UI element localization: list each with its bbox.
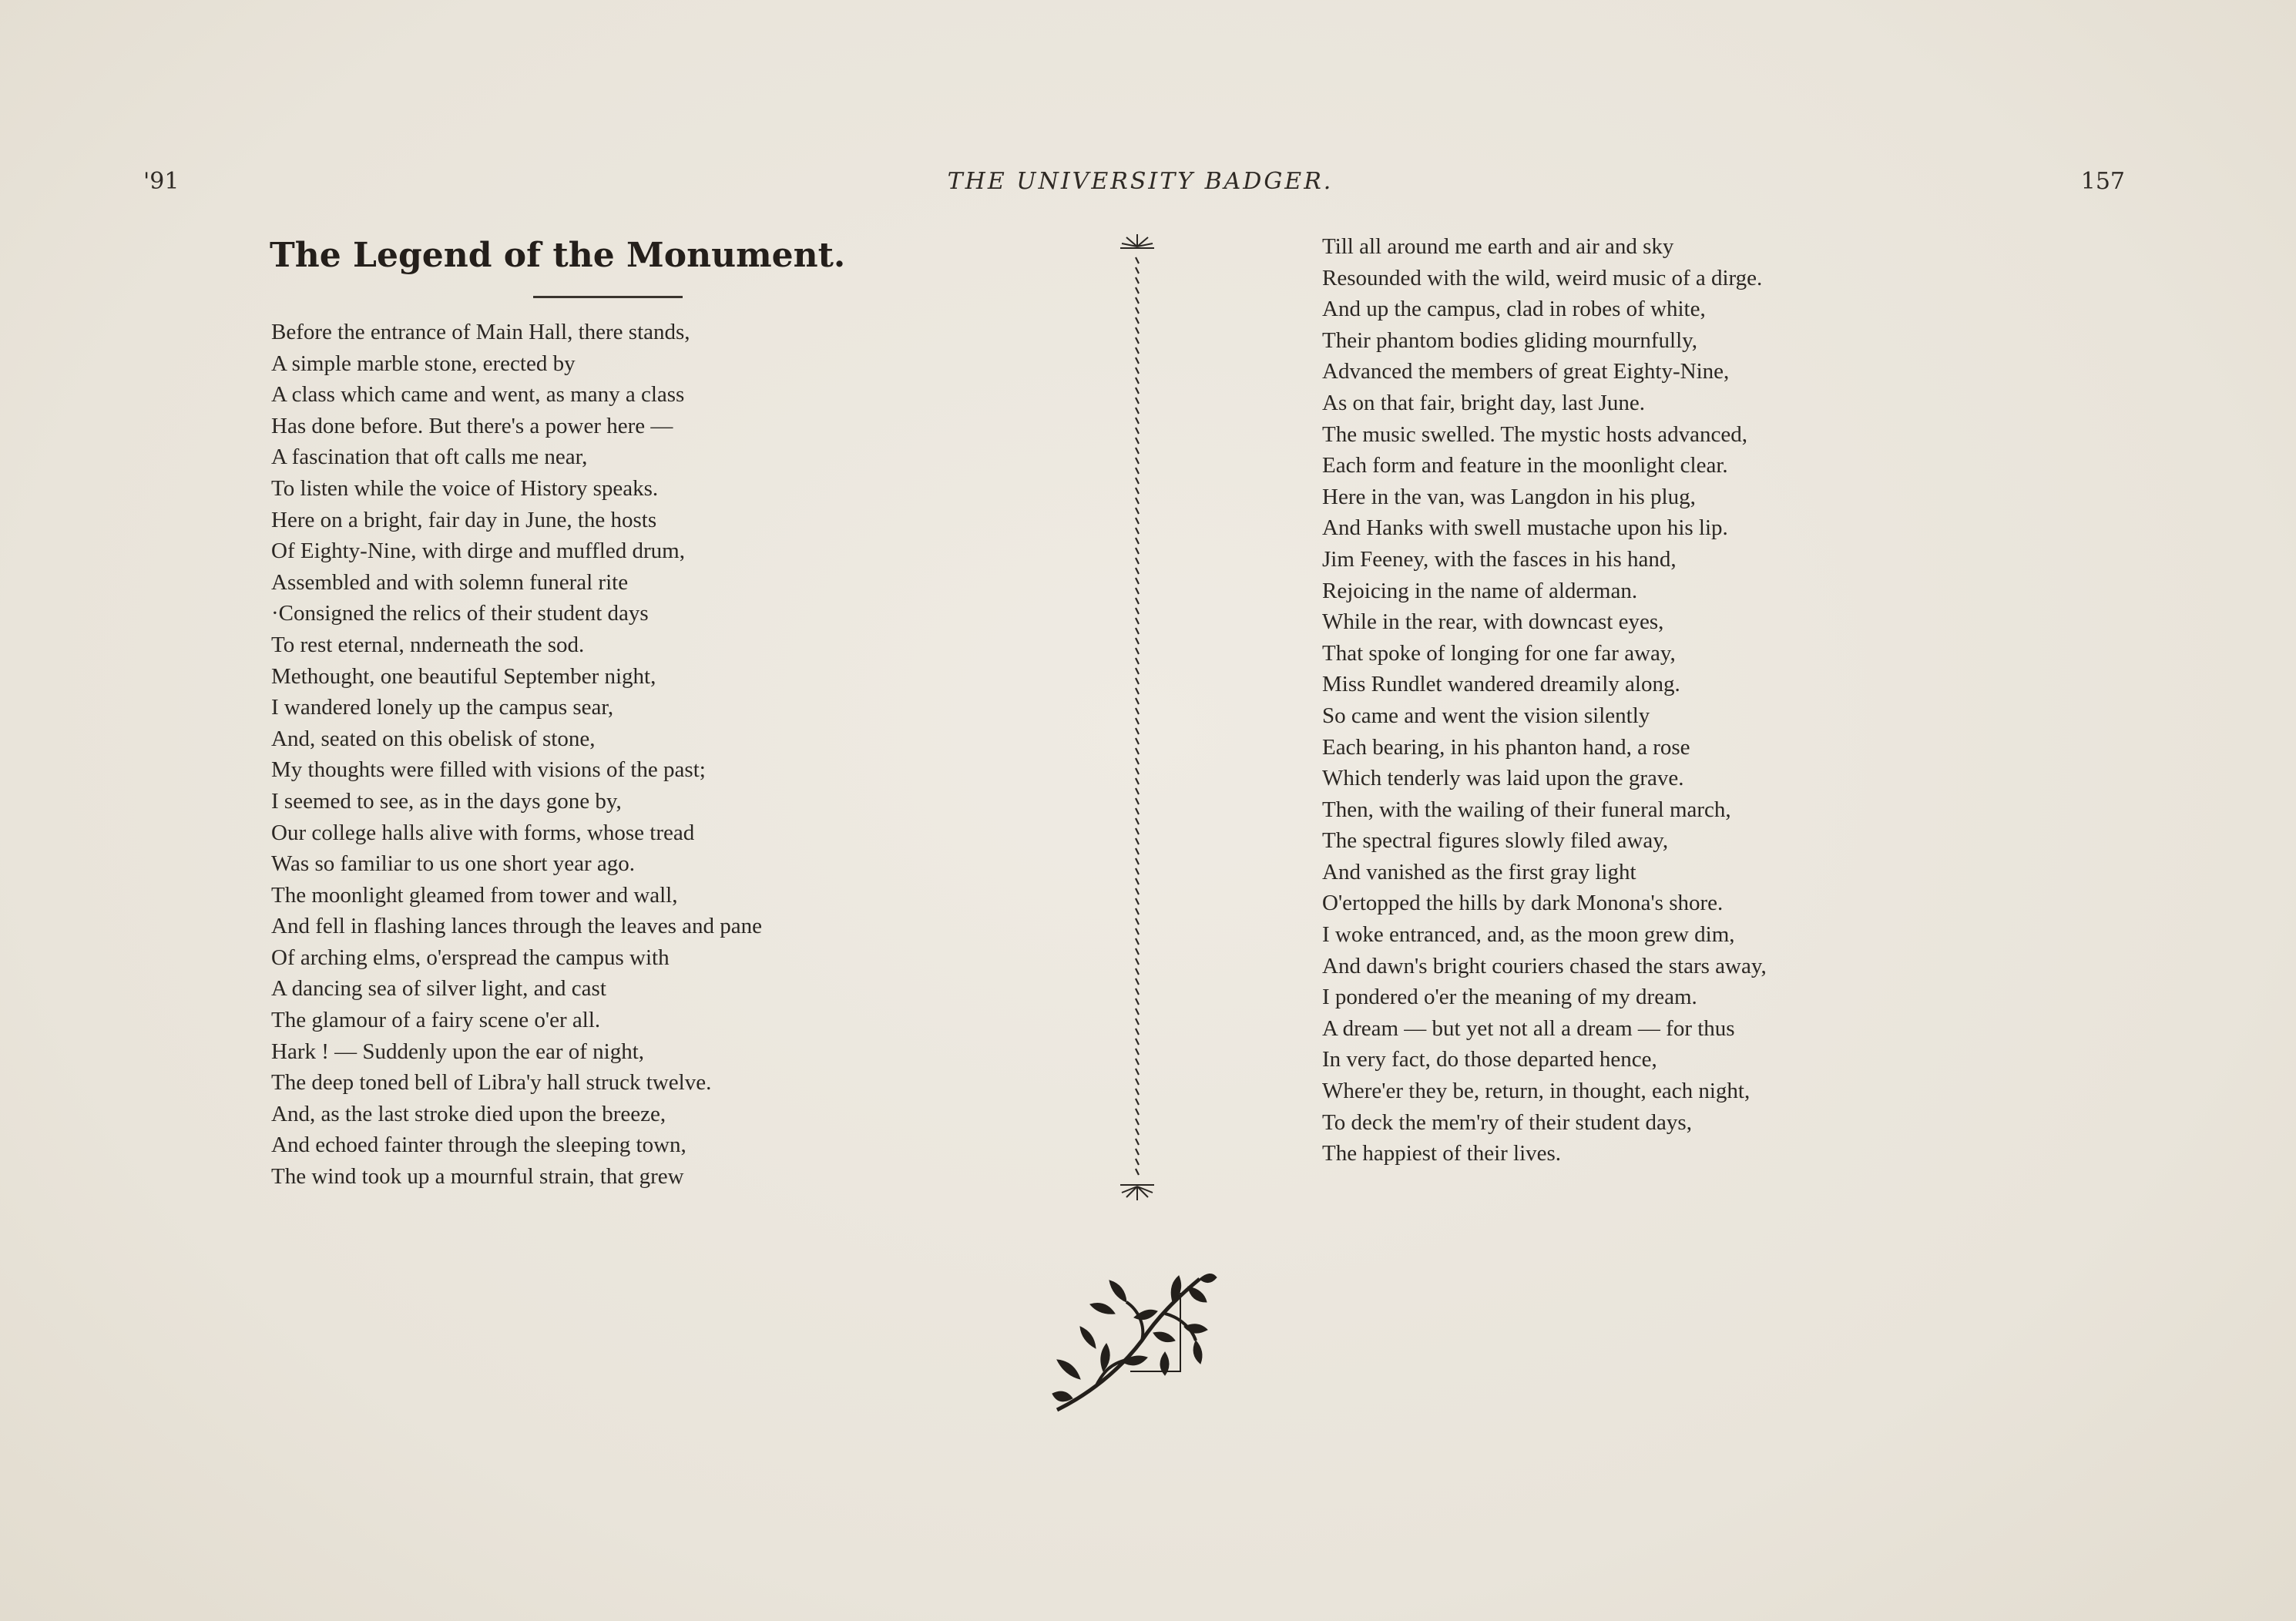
poem-line: Their phantom bodies gliding mournfully, xyxy=(1322,327,1698,353)
poem-line: Was so familiar to us one short year ago. xyxy=(271,851,636,877)
poem-line: The wind took up a mournful strain, that grew xyxy=(271,1164,684,1190)
poem-line: O'ertopped the hills by dark Monona's shore. xyxy=(1322,891,1724,916)
divider-top-flourish xyxy=(1120,234,1154,248)
poem-line: I seemed to see, as in the days gone by, xyxy=(271,788,622,814)
poem-line: The music swelled. The mystic hosts advanced, xyxy=(1322,421,1747,447)
poem-line: The moonlight gleamed from tower and wall, xyxy=(271,882,678,908)
poem-line: ·Consigned the relics of their student days xyxy=(271,601,649,626)
poem-line: And up the campus, clad in robes of white, xyxy=(1322,297,1706,322)
poem-line: Methought, one beautiful September night, xyxy=(271,663,656,689)
running-title: THE UNIVERSITY BADGER. xyxy=(947,168,1334,195)
poem-line: Then, with the wailing of their funeral march, xyxy=(1322,797,1731,822)
poem-line: The happiest of their lives. xyxy=(1322,1141,1562,1166)
poem-line: A fascination that oft calls me near, xyxy=(271,445,588,470)
poem-line: While in the rear, with downcast eyes, xyxy=(1322,609,1664,635)
poem-line: And echoed fainter through the sleeping town, xyxy=(271,1133,686,1158)
poem-line: Where'er they be, return, in thought, each night, xyxy=(1322,1079,1751,1104)
column-divider-ornament xyxy=(1116,231,1159,1203)
divider-chain xyxy=(1136,257,1139,1175)
poem-line: The deep toned bell of Libra'y hall struck twelve. xyxy=(271,1070,712,1096)
poem-line: To listen while the voice of History speaks. xyxy=(271,475,659,501)
poem-line: Till all around me earth and air and sky xyxy=(1322,234,1674,259)
poem-line: I pondered o'er the meaning of my dream. xyxy=(1322,985,1697,1010)
poem-line: Assembled and with solemn funeral rite xyxy=(271,569,629,595)
poem-line: Before the entrance of Main Hall, there stands, xyxy=(271,320,690,344)
poem-line: In very fact, do those departed hence, xyxy=(1322,1047,1657,1072)
poem-title: The Legend of the Monument. xyxy=(270,236,846,275)
poem-line: And Hanks with swell mustache upon his lip. xyxy=(1322,515,1728,541)
poem-line: And dawn's bright couriers chased the stars away, xyxy=(1322,953,1767,978)
poem-line: Each form and feature in the moonlight clear. xyxy=(1322,453,1728,478)
divider-bottom-flourish xyxy=(1120,1185,1154,1200)
poem-line: My thoughts were filled with visions of the past; xyxy=(271,757,706,783)
poem-line: So came and went the vision silently xyxy=(1322,703,1650,728)
poem-line: As on that fair, bright day, last June. xyxy=(1322,390,1645,415)
poem-line: Has done before. But there's a power here — xyxy=(271,413,673,438)
poem-line: To rest eternal, nnderneath the sod. xyxy=(271,632,585,657)
poem-line: That spoke of longing for one far away, xyxy=(1322,640,1676,666)
poem-column-right xyxy=(1322,231,1767,1170)
poem-line: Jim Feeney, with the fasces in his hand, xyxy=(1322,546,1677,572)
title-rule xyxy=(533,296,683,298)
poem-line: Our college halls alive with forms, whose tread xyxy=(271,820,695,845)
poem-line: A dream — but yet not all a dream — for thus xyxy=(1322,1015,1735,1041)
poem-line: And vanished as the first gray light xyxy=(1322,859,1636,884)
page-number: 157 xyxy=(2080,168,2125,195)
poem-line: Miss Rundlet wandered dreamily along. xyxy=(1322,672,1680,697)
poem-line: Resounded with the wild, weird music of a dirge. xyxy=(1322,265,1763,290)
poem-line: And fell in flashing lances through the leaves and pane xyxy=(271,914,762,939)
poem-line: To deck the mem'ry of their student days, xyxy=(1322,1109,1692,1135)
poem-line: I wandered lonely up the campus sear, xyxy=(271,695,614,720)
poem-line: Each bearing, in his phanton hand, a rose xyxy=(1322,734,1690,760)
poem-line: Advanced the members of great Eighty-Nine, xyxy=(1322,359,1730,384)
poem-line: Here in the van, was Langdon in his plug, xyxy=(1322,484,1696,509)
poem-line: I woke entranced, and, as the moon grew dim, xyxy=(1322,922,1735,948)
poem-line: The spectral figures slowly filed away, xyxy=(1322,828,1669,854)
poem-line: Hark ! — Suddenly upon the ear of night, xyxy=(271,1039,645,1064)
poem-line: Of arching elms, o'erspread the campus with xyxy=(271,945,670,970)
poem-line: Rejoicing in the name of alderman. xyxy=(1322,578,1638,603)
poem-line: And, seated on this obelisk of stone, xyxy=(271,726,596,751)
poem-line: Here on a bright, fair day in June, the hosts xyxy=(271,507,657,532)
poem-line: Which tenderly was laid upon the grave. xyxy=(1322,766,1684,791)
poem-line: The glamour of a fairy scene o'er all. xyxy=(271,1008,601,1033)
poem-line: A dancing sea of silver light, and cast xyxy=(271,976,606,1002)
poem-line: And, as the last stroke died upon the breeze, xyxy=(271,1101,666,1126)
poem-line: A class which came and went, as many a class xyxy=(271,382,685,408)
poem-line: A simple marble stone, erected by xyxy=(271,351,576,376)
poem-line: Of Eighty-Nine, with dirge and muffled drum, xyxy=(271,539,685,564)
leafy-branch-ornament-icon xyxy=(1049,1256,1219,1425)
header-year: '91 xyxy=(143,168,180,195)
poem-column-left xyxy=(271,317,762,1193)
